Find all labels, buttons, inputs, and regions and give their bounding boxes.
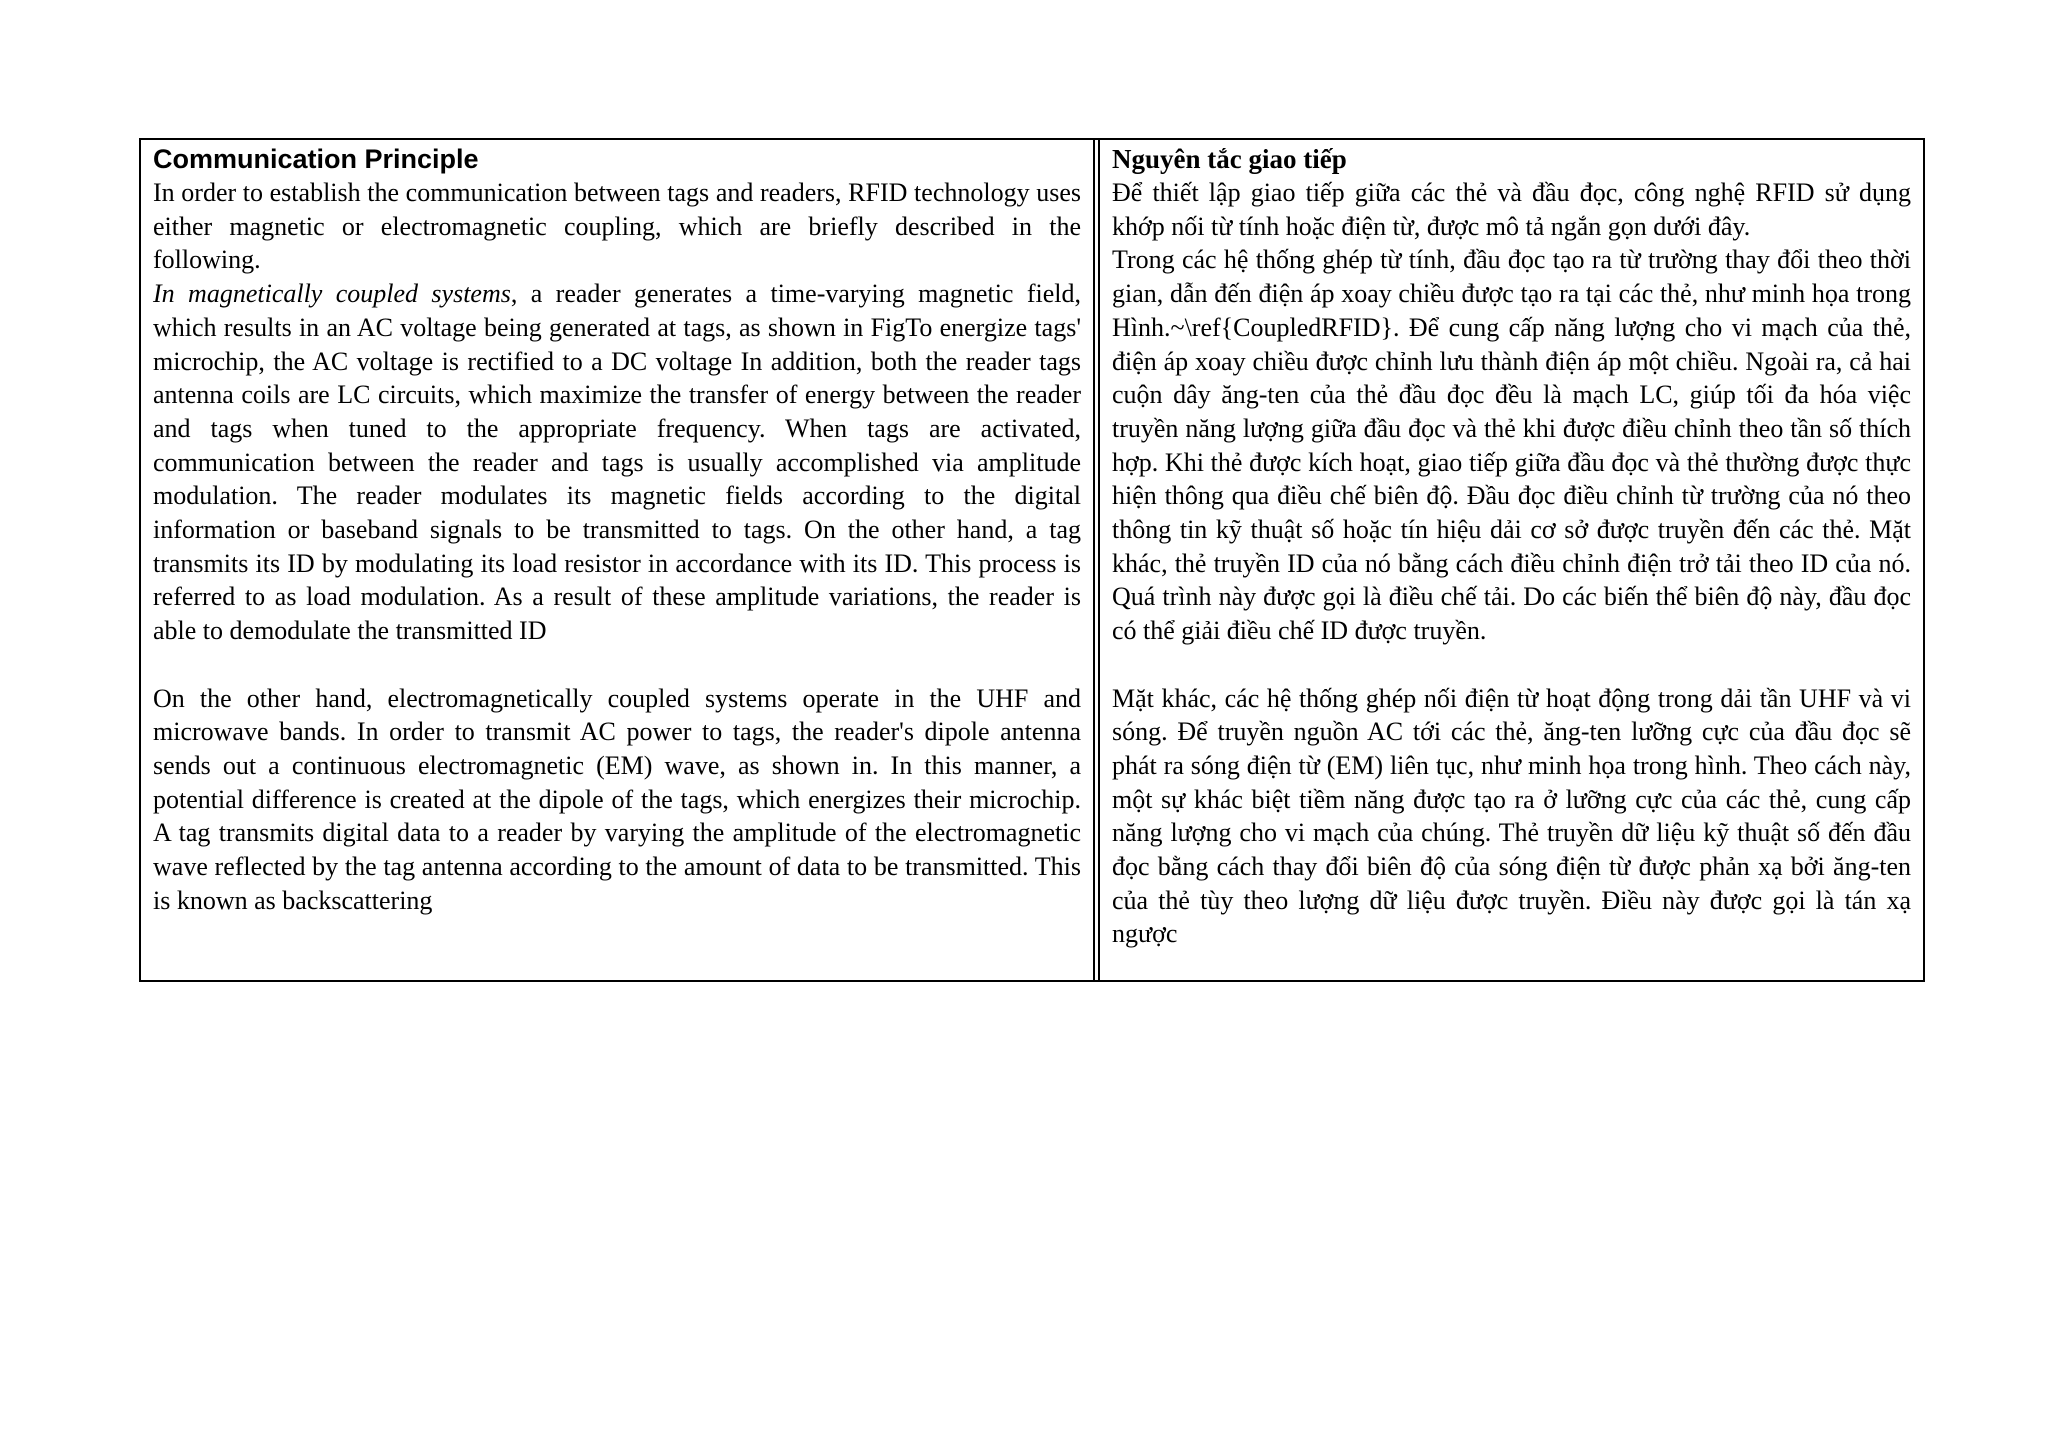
vietnamese-heading: Nguyên tắc giao tiếp — [1112, 144, 1347, 174]
paragraph-spacer — [153, 648, 1081, 682]
vietnamese-paragraph-2 — [1112, 243, 1911, 647]
paragraph-spacer — [1112, 648, 1911, 682]
english-paragraph-2-italic: In magnetically coupled systems — [153, 279, 511, 309]
vietnamese-paragraph-1-text: Để thiết lập giao tiếp giữa các thẻ và đầu đọc, công nghệ RFID sử dụng khớp nối từ tính hoặc điện từ, được mô tả ngắn gọn dưới đây. — [1112, 178, 1911, 241]
english-column — [141, 140, 1095, 980]
bilingual-table — [139, 138, 1925, 982]
english-paragraph-3-text: On the other hand, electromagnetically coupled systems operate in the UHF and microwave bands. In order to transmit AC power to tags, the reader's dipole antenna sends out a continuous electromagnetic (EM) wave, as shown in. In this manner, a potential difference is created at the dipole of the tags, which energizes their microchip. A tag transmits digital data to a reader by varying the amplitude of the electromagnetic wave reflected by the tag antenna according to the amount of data to be transmitted. This is known as backscattering — [153, 683, 1081, 915]
english-paragraph-1 — [153, 176, 1081, 277]
vietnamese-column — [1098, 140, 1923, 980]
english-paragraph-2 — [153, 277, 1081, 648]
english-heading: Communication Principle — [153, 144, 479, 174]
english-paragraph-1-text: In order to establish the communication between tags and readers, RFID technology uses either magnetic or electromagnetic coupling, which are briefly described in the following. — [153, 178, 1081, 275]
english-paragraph-2-text: , a reader generates a time-varying magnetic field, which results in an AC voltage being generated at tags, as shown in FigTo energize tags' microchip, the AC voltage is rectified to a DC voltage In addition, both the reader tags antenna coils are LC circuits, which maximize the transfer of energy between the reader and tags when tuned to the appropriate frequency. When tags are activated, communication between the reader and tags is usually accomplished via amplitude modulation. The reader modulates its magnetic fields according to the digital information or baseband signals to be transmitted to tags. On the other hand, a tag transmits its ID by modulating its load resistor in accordance with its ID. This process is referred to as load modulation. As a result of these amplitude variations, the reader is able to demodulate the transmitted ID — [153, 279, 1081, 646]
english-paragraph-3 — [153, 682, 1081, 918]
vietnamese-paragraph-1 — [1112, 176, 1911, 243]
vietnamese-paragraph-2-text: Trong các hệ thống ghép từ tính, đầu đọc tạo ra từ trường thay đổi theo thời gian, dẫn đến điện áp xoay chiều được tạo ra tại các thẻ, như minh họa trong Hình.~\ref{CoupledRFID}. Để cung cấp năng lượng cho vi mạch của thẻ, điện áp xoay chiều được chỉnh lưu thành điện áp một chiều. Ngoài ra, cả hai cuộn dây ăng-ten của thẻ đầu đọc đều là mạch LC, giúp tối đa hóa việc truyền năng lượng giữa đầu đọc và thẻ khi được điều chỉnh theo tần số thích hợp. Khi thẻ được kích hoạt, giao tiếp giữa đầu đọc và thẻ thường được thực hiện thông qua điều chế biên độ. Đầu đọc điều chỉnh từ trường của nó theo thông tin kỹ thuật số hoặc tín hiệu dải cơ sở được truyền đến các thẻ. Mặt khác, thẻ truyền ID của nó bằng cách điều chỉnh điện trở tải theo ID của nó. Quá trình này được gọi là điều chế tải. Do các biến thể biên độ này, đầu đọc có thể giải điều chế ID được truyền. — [1112, 245, 1911, 646]
vietnamese-paragraph-3 — [1112, 682, 1911, 952]
vietnamese-paragraph-3-text: Mặt khác, các hệ thống ghép nối điện từ hoạt động trong dải tần UHF và vi sóng. Để truyền nguồn AC tới các thẻ, ăng-ten lưỡng cực của đầu đọc sẽ phát ra sóng điện từ (EM) liên tục, như minh họa trong hình. Theo cách này, một sự khác biệt tiềm năng được tạo ra ở lưỡng cực của các thẻ, cung cấp năng lượng cho vi mạch của chúng. Thẻ truyền dữ liệu kỹ thuật số đến đầu đọc bằng cách thay đổi biên độ của sóng điện từ được phản xạ bởi ăng-ten của thẻ tùy theo lượng dữ liệu được truyền. Điều này được gọi là tán xạ ngược — [1112, 683, 1911, 949]
